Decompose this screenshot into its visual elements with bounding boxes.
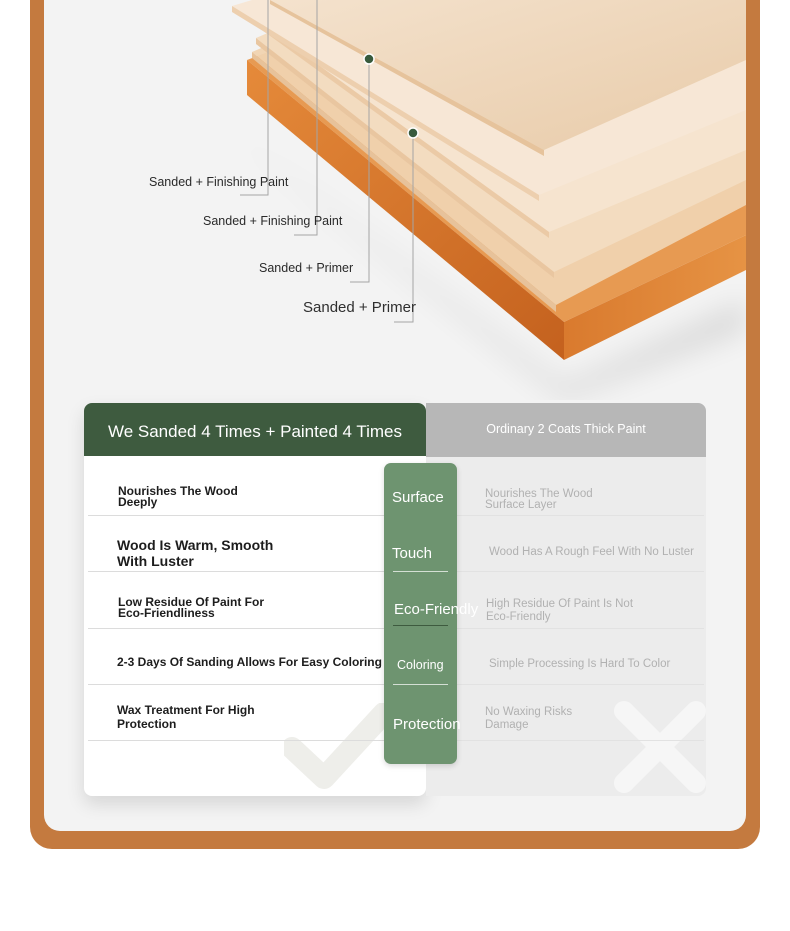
- row-divider: [88, 515, 390, 516]
- ordinary-protection: No Waxing Risks Damage: [485, 706, 573, 731]
- layer-label-1: Sanded + Finishing Paint: [149, 175, 289, 189]
- our-benefit-touch: Wood Is Warm, Smooth With Luster: [117, 537, 274, 569]
- layer-label-4: Sanded + Primer: [303, 299, 416, 316]
- row-divider: [457, 515, 704, 516]
- layer-marker-dot: [364, 54, 374, 64]
- checkmark-icon: [284, 703, 394, 793]
- wood-board-illustration: [44, 0, 746, 400]
- row-divider: [88, 684, 390, 685]
- category-protection: Protection: [393, 716, 461, 733]
- category-eco-friendly: Eco-Friendly: [394, 601, 479, 618]
- our-benefit-protection: Wax Treatment For High Protection: [117, 703, 255, 731]
- row-divider: [88, 740, 390, 741]
- our-benefit-eco: Low Residue Of Paint For Eco-Friendliness: [118, 595, 265, 620]
- row-divider: [457, 740, 704, 741]
- category-divider: [393, 625, 448, 626]
- row-divider: [88, 571, 390, 572]
- row-divider: [457, 628, 704, 629]
- category-touch: Touch: [392, 545, 433, 562]
- ordinary-surface: Nourishes The Wood Surface Layer: [485, 488, 593, 511]
- row-divider: [457, 684, 704, 685]
- category-coloring: Coloring: [397, 658, 444, 672]
- layer-label-2: Sanded + Finishing Paint: [203, 214, 343, 228]
- layer-label-3: Sanded + Primer: [259, 261, 354, 275]
- our-benefit-coloring: 2-3 Days Of Sanding Allows For Easy Coloring: [117, 655, 382, 669]
- category-surface: Surface: [392, 489, 444, 506]
- layer-marker-dot: [408, 128, 418, 138]
- ordinary-eco: High Residue Of Paint Is Not Eco-Friendly: [486, 598, 634, 623]
- category-divider: [393, 684, 448, 685]
- ordinary-touch: Wood Has A Rough Feel With No Luster: [489, 546, 694, 558]
- row-divider: [457, 571, 704, 572]
- ordinary-process-title: Ordinary 2 Coats Thick Paint: [426, 403, 706, 457]
- our-process-title: We Sanded 4 Times + Painted 4 Times: [84, 403, 426, 456]
- category-divider: [393, 571, 448, 572]
- row-divider: [88, 628, 390, 629]
- ordinary-coloring: Simple Processing Is Hard To Color: [489, 658, 671, 670]
- our-benefit-surface: Nourishes The Wood Deeply: [118, 484, 238, 509]
- cross-icon: [612, 699, 706, 795]
